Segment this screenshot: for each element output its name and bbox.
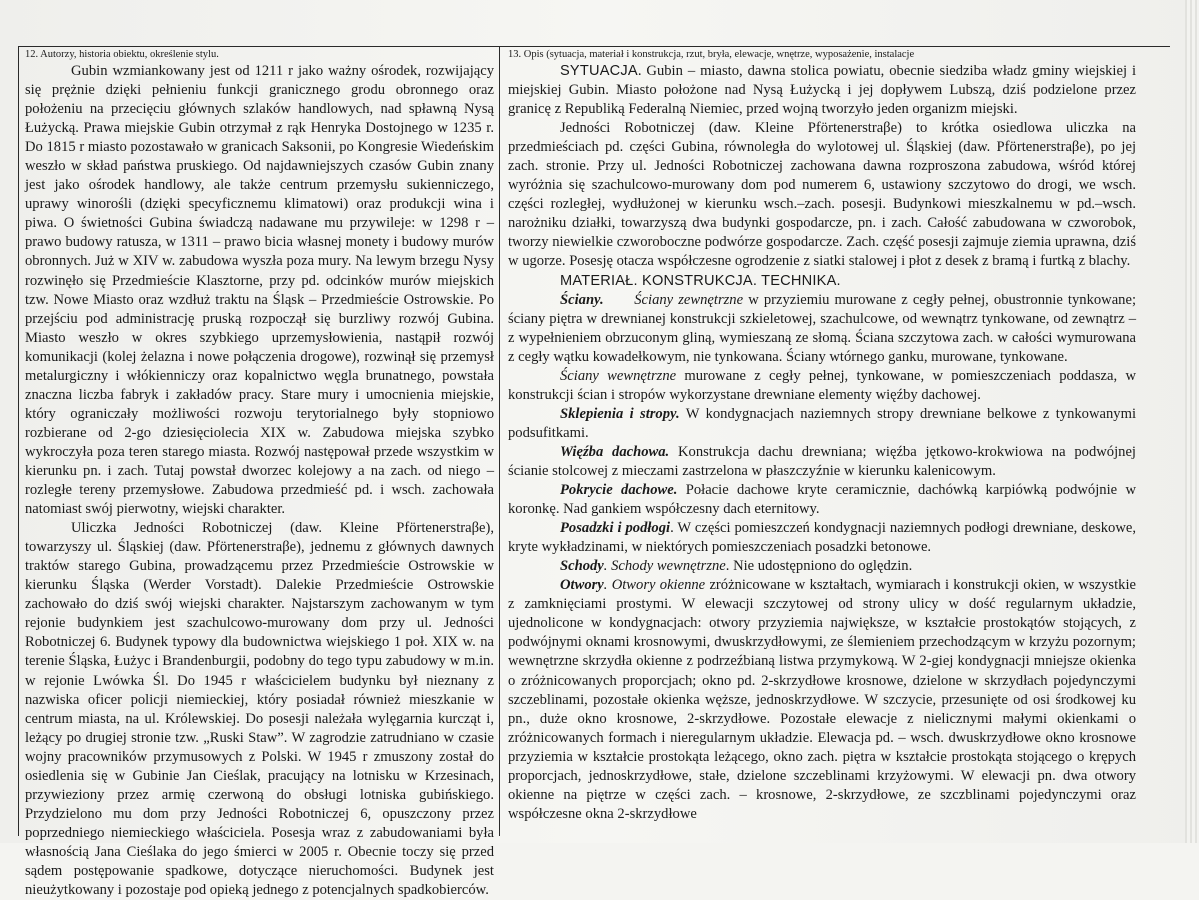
sciany-wewnetrzne-label: Ściany wewnętrzne	[560, 367, 677, 384]
sklepienia-text: W kondygnacjach naziemnych stropy drewniane belkowe z tynkowanymi podsufitkami.	[508, 405, 1136, 441]
sciany-text: w przyziemiu murowane z cegły pełnej, obustronnie tynkowane; ściany piętra w drewnianej konstrukcji szkieletowej, szachulcowe, od wewnątrz tynkowane, od zewnątrz – z wypełnieniem obrzuconym gliną, wymieszaną ze słomą. Ściana szczytowa zach. w całości wymurowana z cegły wątku kowadełkowym, nie tynkowana. Ściany wtórnego ganku, murowane, tynkowane.	[508, 291, 1137, 365]
sciany-wew-paragraph	[508, 367, 1136, 405]
section-12-history	[25, 49, 494, 900]
sciany-zewnetrzne-label: Ściany zewnętrzne	[634, 291, 744, 308]
material-heading-line	[508, 272, 1136, 291]
wiezba-label: Więźba dachowa.	[560, 443, 670, 460]
column-divider	[499, 46, 500, 836]
wiezba-paragraph	[508, 443, 1136, 481]
sciany-wew-text: murowane z cegły pełnej, tynkowane, w pomieszczeniach poddasza, w konstrukcji ścian i stropów wykorzystane drewniane elementy więźby dachowej.	[508, 367, 1136, 403]
wiezba-text: Konstrukcja dachu drewniana; więźba jętkowo-krokwiowa na podwójnej ścianie stolcowej z mieczami zastrzelona w płaszczyźnie w kierunku kalenicowym.	[508, 443, 1136, 479]
section-12-heading: 12. Autorzy, historia obiektu, określenie stylu.	[25, 49, 219, 60]
top-divider	[18, 46, 1170, 47]
scanned-page-edge	[1185, 0, 1199, 843]
otwory-okienne-label: . Otwory okienne	[603, 577, 706, 594]
schody-wewnetrzne-label: . Schody wewnętrzne	[603, 558, 726, 575]
left-border	[18, 46, 19, 836]
otwory-paragraph	[508, 576, 1136, 824]
sciany-label: Ściany.	[560, 291, 604, 308]
sklepienia-label: Sklepienia i stropy.	[560, 405, 680, 422]
schody-paragraph	[508, 557, 1136, 576]
otwory-label: Otwory	[560, 577, 604, 594]
section-13-heading: 13. Opis (sytuacja, materiał i konstrukcja, rzut, bryła, elewacje, wnętrze, wyposażenie, instalacje	[508, 49, 915, 60]
pokrycie-paragraph	[508, 481, 1136, 519]
posadzki-text: . W części pomieszczeń kondygnacji naziemnych podłogi drewniane, deskowe, kryte wykładzinami, w niektórych pomieszczeniach posadzki betonowe.	[508, 520, 1136, 556]
sytuacja-paragraph	[508, 62, 1136, 119]
pokrycie-text: Połacie dachowe kryte ceramicznie, dachówką karpiówką podwójnie w koronkę. Nad gankiem współczesny dach eternitowy.	[508, 482, 1136, 518]
schody-label: Schody	[560, 558, 604, 575]
jednosci-paragraph: Jedności Robotniczej (daw. Kleine Pförtenerstraβe) to krótka osiedlowa uliczka na przedmieściach pd. części Gubina, równoległa do wylotowej ul. Śląskiej (daw. Pförtenerstraβe), po jej zach. stronie. Przy ul. Jedności Robotniczej zachowana dawna rozproszona zabudowa, wśród której wyróżnia się szachulcowo-murowany dom pod numerem 6, ustawiony szczytowo do drogi, we wsch. części rozległej, wydłużonej w kierunku wsch.–zach. posesji. Budynkowi mieszkalnemu w pd.–wsch. narożniku działki, towarzyszą dwa budynki gospodarcze, pn. i zach. Całość zabudowana w czworobok, tworzy niewielkie czworoboczne podwórze gospodarcze. Zach. część posesji zajmuje ziemia uprawna, dziś w ugorze. Posesję otacza współczesne ogrodzenie z siatki stalowej i płot z desek z bramą i furtką z blachy.	[508, 120, 1136, 270]
sytuacja-heading: SYTUACJA	[560, 63, 638, 79]
material-heading: MATERIAŁ. KONSTRUKCJA. TECHNIKA.	[560, 272, 841, 289]
posadzki-label: Posadzki i podłogi	[560, 520, 671, 537]
sciany-paragraph	[508, 291, 1136, 367]
schody-text: . Nie udostępniono do oględzin.	[725, 558, 913, 575]
sytuacja-text: . Gubin – miasto, dawna stolica powiatu, obecnie siedziba władz gminy wiejskiej i miejskiej Gubin. Miasto położone nad Nysą Łużycką i jej dopływem Lubszą, dziś podzielone przez granicę z Republiką Federalną Niemiec, przed wojną tworzyło jeden organizm miejski.	[508, 63, 1136, 118]
history-paragraph-2: Uliczka Jedności Robotniczej (daw. Kleine Pförtenerstraβe), towarzyszy ul. Śląskiej (daw. Pförtenerstraβe), jednemu z głównych dawnych traktów starego Gubina, prowadzącemu przez Przedmieście Ostrowskie w kierunku Śląska (Werder Vorstadt). Dalekie Przedmieście Ostrowskie zachowało do dziś swój wiejski charakter. Najstarszym zachowanym w tym rejonie budynkiem jest szachulcowo-murowany dom przy ul. Jedności Robotniczej 6. Budynek typowy dla budownictwa wiejskiego 1 poł. XIX w. na terenie Śląska, Łużyc i Brandenburgii, podobny do tego typu zabudowy w m.in. w rejonie Lwówka Śl. Do 1945 r właścicielem budynku był nieznany z nazwiska oficer policji niemieckiej, który posiadał również mieszkanie w centrum miasta, na ul. Królewskiej. Do posesji należała wylęgarnia kurcząt i, leżący po drugiej stronie tzw. „Ruski Staw”. W zagrodzie zatrudniano w czasie wojny pracowników przymusowych z Polski. W 1945 r zmuszony został do osiedlenia się w Gubinie Jan Cieślak, pracujący na lotnisku w Krzesinach, przywieziony przez armię czerwoną do obsługi lotniska gubińskiego. Przydzielono mu dom przy Jedności Robotniczej 6, opuszczony przez poprzedniego niemieckiego właściciela. Posesja wraz z zabudowaniami była własnością Jana Cieślaka do jego śmierci w 2005 r. Obecnie toczy się przed sądem postępowanie spadkowe, dotyczące nieruchomości. Budynek jest nieużytkowany i pozostaje pod opieką jednego z potencjalnych spadkobierców.	[25, 520, 494, 899]
sklepienia-paragraph	[508, 405, 1136, 443]
posadzki-paragraph	[508, 519, 1136, 557]
pokrycie-label: Pokrycie dachowe.	[560, 482, 678, 499]
history-paragraph-1: Gubin wzmiankowany jest od 1211 r jako ważny ośrodek, rozwijający się prężnie dzięki pełnieniu funkcji granicznego grodu obronnego oraz położeniu na przecięciu głównych szlaków handlowych, nad spławną Nysą Łużycką. Prawa miejskie Gubin otrzymał z rąk Henryka Dostojnego w 1235 r. Do 1815 r miasto pozostawało w granicach Saksonii, po Kongresie Wiedeńskim weszło w skład państwa pruskiego. Od najdawniejszych czasów Gubin znany jest jako ośrodek handlowy, ale także centrum przemysłu sukienniczego, uprawy winorośli (dzięki specyficznemu klimatowi) oraz produkcji wina i piwa. O świetności Gubina świadczą nadawane mu przywileje: w 1298 r – prawo budowy ratusza, w 1311 – prawo bicia własnej monety i budowy murów obronnych. Już w XIV w. zabudowa wyszła poza mury. Na lewym brzegu Nysy rozwinęło się Przedmieście Klasztorne, przy pd. odcinków murów miejskich tzw. Nowe Miasto oraz wzdłuż traktu na Śląsk – Przedmieście Ostrowskie. Po przejściu pod administrację pruską rozpoczął się burzliwy rozwój Gubina. Miasto weszło w okres szybkiego uprzemysłowienia, nastąpił rozwój komunikacji (kolej żelazna i nowe połączenia drogowe), rozwinął się przemysł metalurgiczny i włókienniczy oraz kopalnictwo węgla brunatnego, powstała znaczna liczba fabryk i zakładów pracy. Stare mury i umocnienia miejskie, który ograniczały możliwości rozwoju terytorialnego były stopniowo rozbierane od 2-go dziesięciolecia XIX w. Zabudowa miejska szybko wykroczyła poza teren starego miasta. Rozwój następował przede wszystkim w kierunku pn. i zach. Tutaj powstał dworzec kolejowy a na zach. od niego – rozległe tereny przemysłowe. Zabudowa przedmieść pd. i wsch. zachowała natomiast swój pierwotny, wiejski charakter.	[25, 63, 494, 518]
section-13-description	[508, 49, 1136, 824]
otwory-text: zróżnicowane w kształtach, wymiarach i konstrukcji okien, w wszystkie z zamknięciami prostymi. W elewacji szczytowej od strony ulicy w dość regularnym układzie, ujednolicone w kondygnacjach: otwory przyziemia największe, w kształcie prostokątów stojących, z podwójnymi oknami krosnowymi, dwuskrzydłowymi, ze ślemieniem przechodzącym w krzyżu pozornym; wewnętrzne skrzydła okienne z podrzeźbianą listwa przymykową. W 2-giej kondygnacji mniejsze okienka o zróżnicowanych proporcjach; okno pd. 2-skrzydłowe krosnowe, dzielone w skrzydłach pojedynczymi szczeblinami, pozostałe okienka węższe, jednoskrzydłowe. W szczycie, przesunięte od osi środkowej ku pn., duże okno krosnowe, 2-skrzydłowe. Pozostałe elewacje z nielicznymi małymi okienkami o zróżnicowanych formach i nieregularnym układzie. Elewacja pd. – wsch. dwuskrzydłowe okno krosnowe przyziemia w kształcie prostokąta leżącego, okno zach. piętra w kształcie prostokąta stojącego o krępych proporcjach, jednoskrzydłowe, stałe, dzielone szczeblinami krzyżowymi. W elewacji pn. dwa otwory okienne na piętrze w części zach. – krosnowe, 2-skrzydłowe, ze szczblinami pojedynczymi oraz współczesne okna 2-skrzydłowe	[508, 577, 1136, 822]
